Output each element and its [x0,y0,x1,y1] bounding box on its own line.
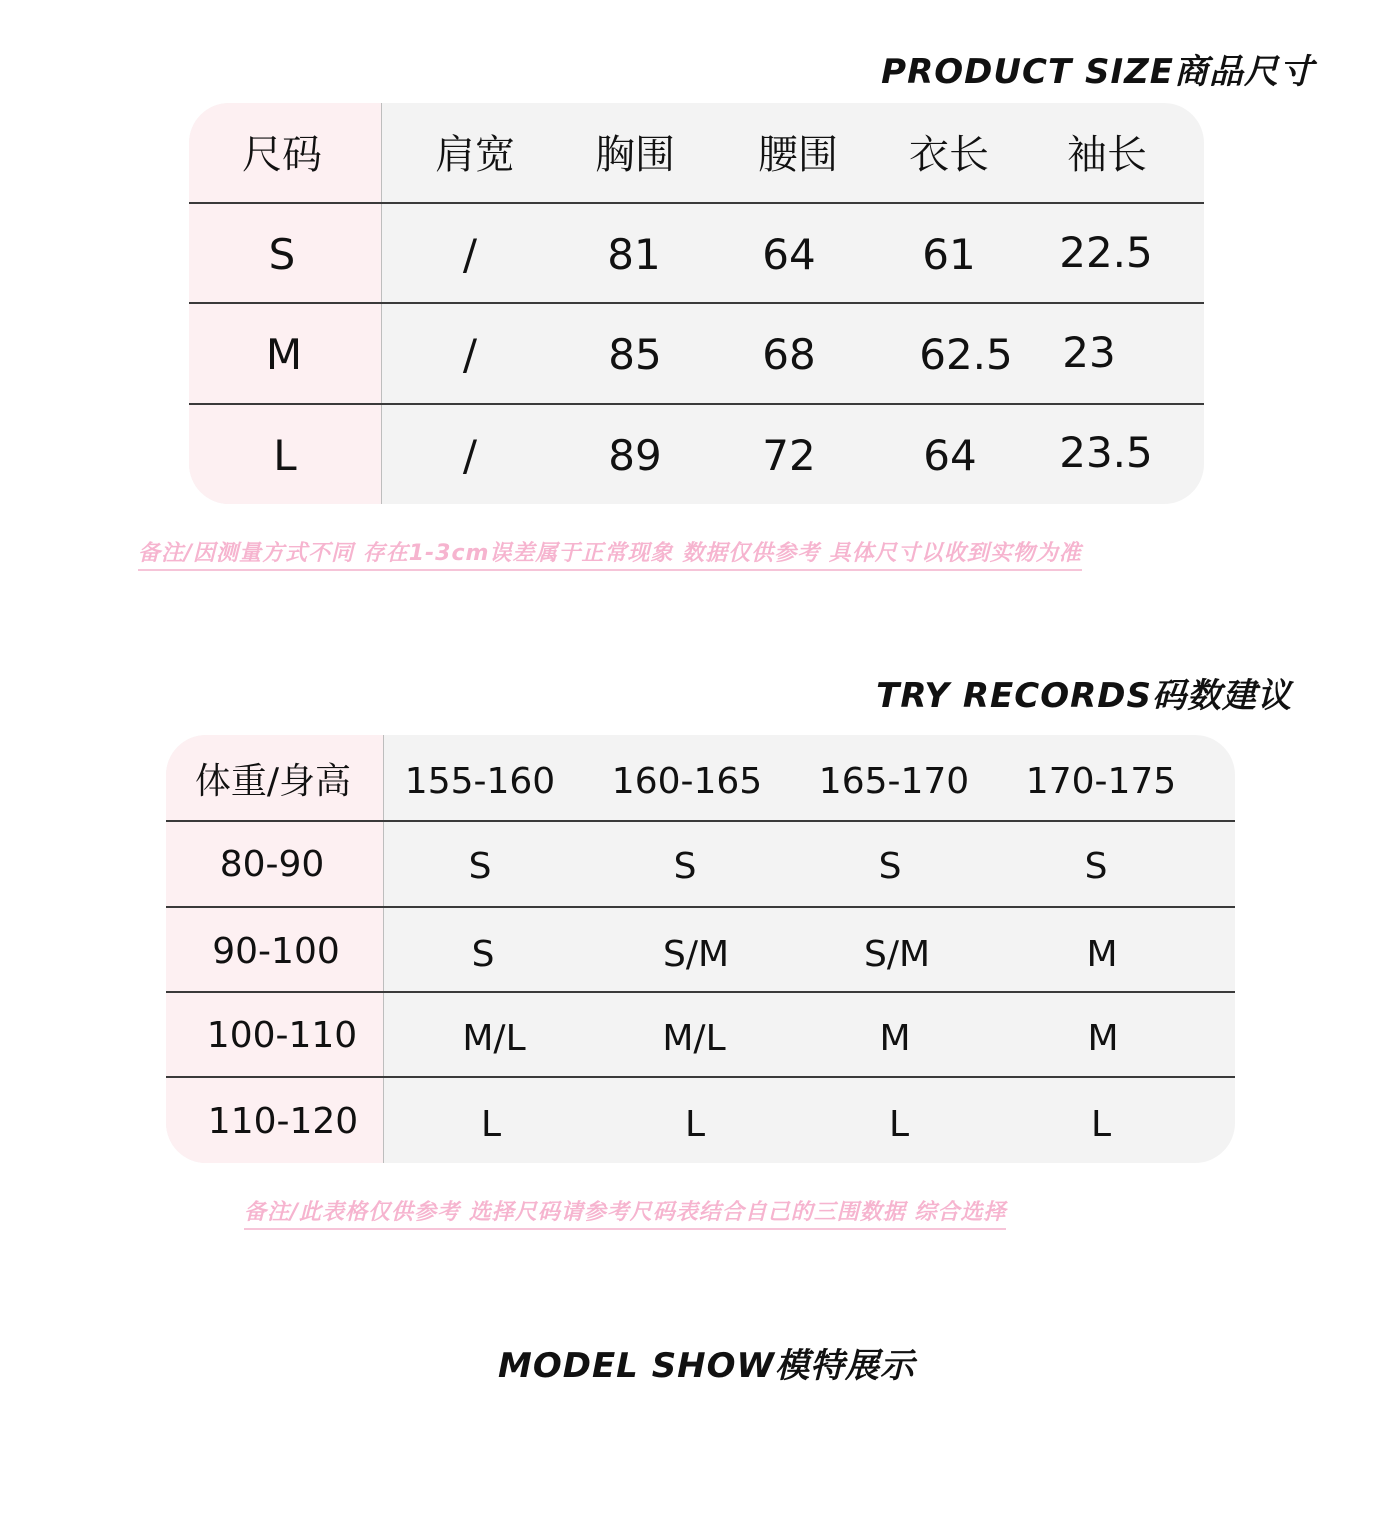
table-cell: L [684,1104,706,1145]
model-show-heading: MODEL SHOW模特展示 [498,1346,916,1386]
table-cell: 64 [762,230,816,279]
try-records-table [166,735,1235,1163]
table-cell: S [468,846,492,887]
row-divider [166,820,1235,822]
table-cell: S/M [863,934,931,975]
weight-cell: 80-90 [219,844,325,885]
table-cell: / [462,230,478,279]
table-cell: S [878,846,902,887]
table-cell: 62.5 [919,330,1013,379]
table-cell: 23 [1062,328,1116,377]
header-sleeve: 袖长 [1067,132,1147,178]
header-height-range: 170-175 [1025,761,1177,802]
table-cell: / [462,431,478,480]
product-size-heading: PRODUCT SIZE商品尺寸 [881,52,1314,92]
table-cell: S [673,846,697,887]
table-cell: M/L [662,1018,726,1059]
table-cell: / [462,330,478,379]
weight-cell: 110-120 [207,1101,359,1142]
table-cell: 61 [922,230,976,279]
table-cell: 64 [923,431,977,480]
table-cell: M [1086,934,1118,975]
weight-cell: 90-100 [212,931,340,972]
table-cell: 72 [762,431,816,480]
header-bust: 胸围 [595,132,675,178]
table-cell: 22.5 [1059,228,1153,277]
table-cell: S [1084,846,1108,887]
table-cell: 68 [762,330,816,379]
table-cell: L [888,1104,910,1145]
row-divider [189,302,1204,304]
header-length: 衣长 [909,132,989,178]
size-cell: S [268,230,296,279]
header-height-range: 155-160 [404,761,556,802]
size-cell: L [273,431,297,480]
product-size-note: 备注/因测量方式不同 存在1-3cm误差属于正常现象 数据仅供参考 具体尺寸以收到实物为准 [138,536,1082,571]
size-cell: M [265,330,303,379]
table-cell: M [1087,1018,1119,1059]
header-waist: 腰围 [758,132,838,178]
try-records-note: 备注/此表格仅供参考 选择尺码请参考尺码表结合自己的三围数据 综合选择 [244,1195,1006,1230]
row-divider [166,1076,1235,1078]
table-cell: 23.5 [1059,428,1153,477]
header-height-range: 160-165 [611,761,763,802]
table-cell: 85 [608,330,662,379]
row-divider [189,202,1204,204]
header-size: 尺码 [242,132,322,178]
table-cell: 89 [608,431,662,480]
row-divider [166,991,1235,993]
header-shoulder: 肩宽 [435,132,515,178]
row-divider [189,403,1204,405]
column-divider [383,735,384,1163]
table-cell: 81 [607,230,661,279]
table-cell: M/L [462,1018,526,1059]
row-divider [166,906,1235,908]
table-cell: S [471,934,495,975]
table-cell: S/M [662,934,730,975]
table-cell: L [1090,1104,1112,1145]
header-height-range: 165-170 [818,761,970,802]
header-weight-height: 体重/身高 [194,761,352,802]
product-size-table [189,103,1204,504]
table-cell: M [879,1018,911,1059]
table-cell: L [480,1104,502,1145]
weight-cell: 100-110 [206,1015,358,1056]
try-records-heading: TRY RECORDS码数建议 [876,676,1292,716]
